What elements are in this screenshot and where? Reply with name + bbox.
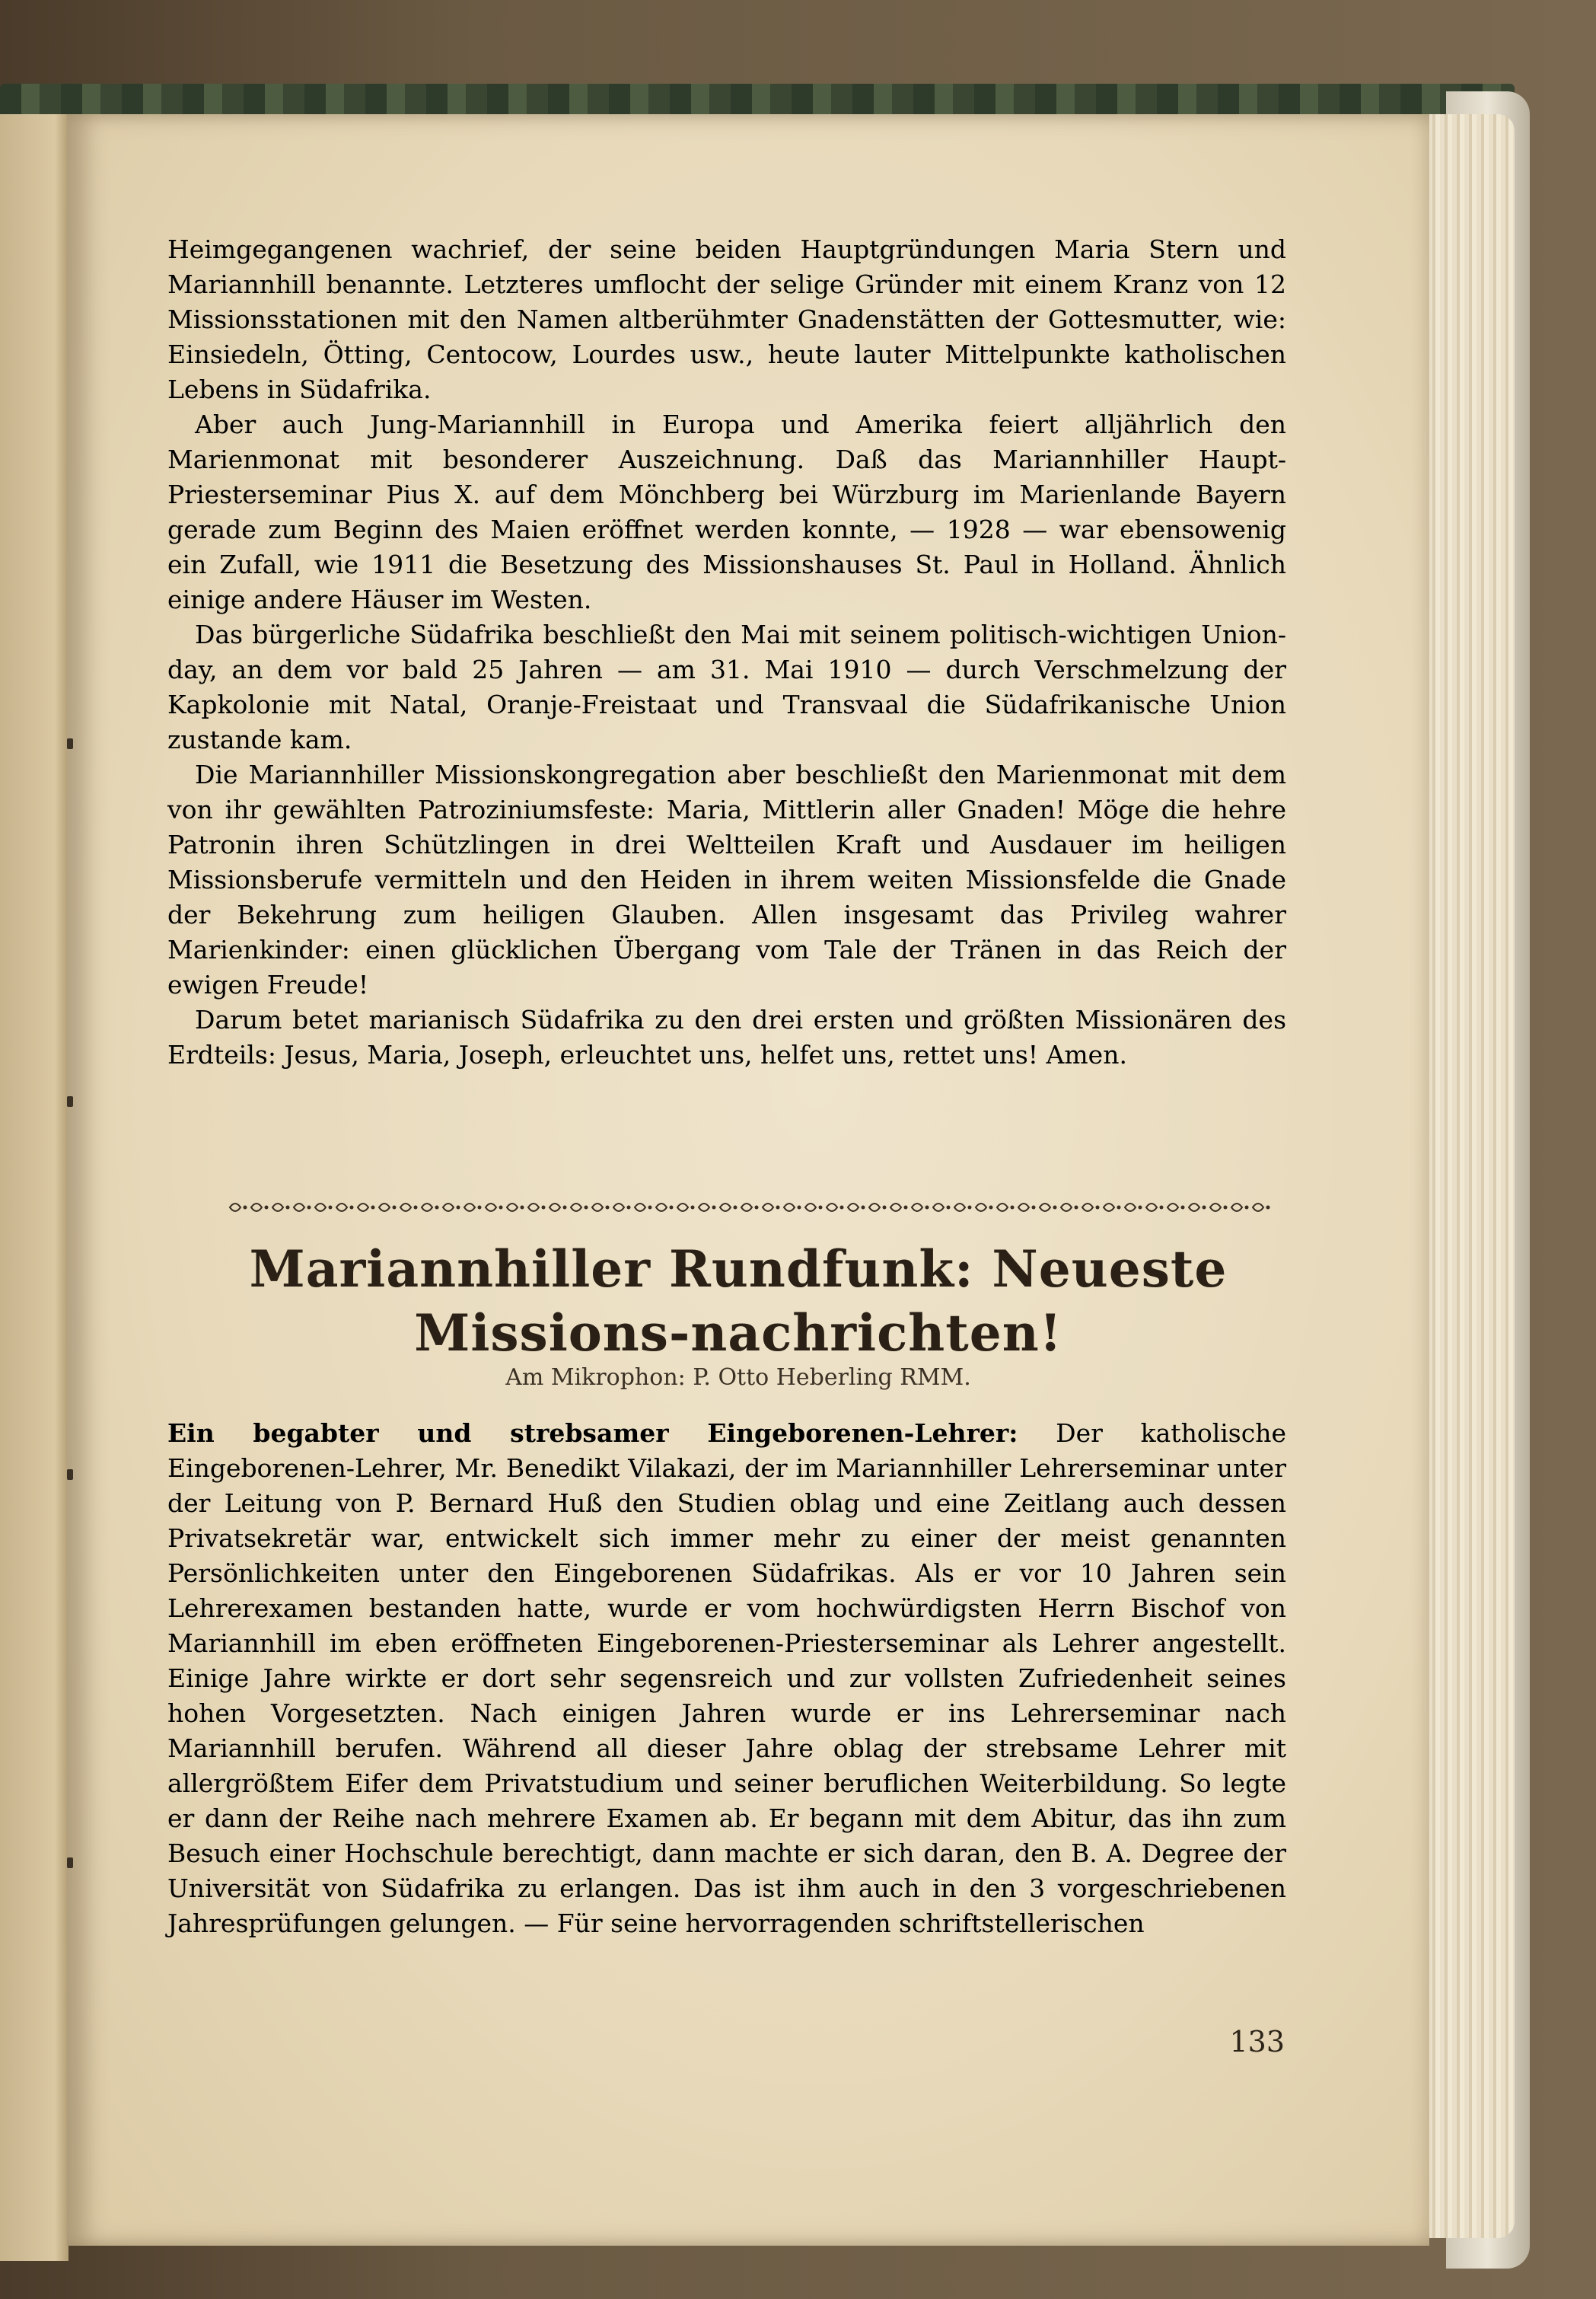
page-block-edges	[1416, 114, 1515, 2238]
paragraph: Aber auch Jung-Mariannhill in Europa und Amerika feiert alljährlich den Marienmonat mit besonderer Auszeichnung. Daß das Mariannhiller Haupt-Priesterseminar Pius X. auf dem Mönchberg bei Würzburg im Marienlande Bayern gerade zum Beginn des Maien eröffnet werden konnte, — 1928 — war ebensowenig ein Zufall, wie 1911 die Besetzung des Missionshauses St. Paul in Holland. Ähnlich einige andere Häuser im Westen.	[167, 410, 1286, 614]
article-headline: Mariannhiller Rundfunk: Neueste Missions-nachrichten!	[249, 1239, 1228, 1363]
paragraph: Das bürgerliche Südafrika beschließt den Mai mit seinem politisch-wichtigen Union-day, an dem vor bald 25 Jahren — am 31. Mai 1910 — durch Verschmelzung der Kapkolonie mit Natal, Oranje-Freistaat und Transvaal die Südafrikanische Union zustande kam.	[167, 620, 1286, 754]
ornament-chain-icon	[228, 1197, 1271, 1217]
article-text	[167, 1416, 1286, 1941]
binding-thread-mark	[67, 1857, 73, 1868]
paragraph: Die Mariannhiller Missionskongregation aber beschließt den Marienmonat mit dem von ihr gewählten Patroziniumsfeste: Maria, Mittlerin aller Gnaden! Möge die hehre Patronin ihren Schützlingen in drei Weltteilen Kraft und Ausdauer im heiligen Missionsberufe vermitteln und den Heiden in ihrem weiten Missionsfelde die Gnade der Bekehrung zum heiligen Glauben. Allen insgesamt das Privileg wahrer Marienkinder: einen glücklichen Übergang vom Tale der Tränen in das Reich der ewigen Freude!	[167, 760, 1286, 1000]
page-number: 133	[1229, 2025, 1285, 2058]
byline: Am Mikrophon: P. Otto Heberling RMM.	[505, 1364, 971, 1391]
binding-thread-mark	[67, 1469, 73, 1480]
binding-thread-mark	[67, 738, 73, 749]
article-paragraph	[167, 1416, 1286, 1941]
facing-page-edge	[0, 114, 68, 2261]
article-lead: Ein begabter und strebsamer Eingeborenen-Lehrer:	[167, 1418, 1018, 1448]
body-text	[167, 232, 1286, 1073]
decorative-divider	[228, 1197, 1271, 1217]
binding-thread-mark	[67, 1096, 73, 1107]
paragraph: Heimgegangenen wachrief, der seine beiden Hauptgründungen Maria Stern und Mariannhill benannte. Letzteres umflocht der selige Gründer mit einem Kranz von 12 Missionsstationen mit den Namen altberühmter Gnadenstätten der Gottesmutter, wie: Einsiedeln, Ötting, Centocow, Lourdes usw., heute lauter Mittelpunkte katholischen Lebens in Südafrika.	[167, 234, 1286, 404]
paragraph: Darum betet marianisch Südafrika zu den drei ersten und größten Missionären des Erdteils: Jesus, Maria, Joseph, erleuchtet uns, helfet uns, rettet uns! Amen.	[167, 1005, 1286, 1070]
article-body: Der katholische Eingeborenen-Lehrer, Mr. Benedikt Vilakazi, der im Mariannhiller Lehrerseminar unter der Leitung von P. Bernard Huß den Studien oblag und eine Zeitlang auch dessen Privatsekretär war, entwickelt sich immer mehr zu einer der meist genannten Persönlichkeiten unter den Eingeborenen Südafrikas. Als er vor 10 Jahren sein Lehrerexamen bestanden hatte, wurde er vom hochwürdigsten Herrn Bischof von Mariannhill im eben eröffneten Eingeborenen-Priesterseminar als Lehrer angestellt. Einige Jahre wirkte er dort sehr segensreich und zur vollsten Zufriedenheit seines hohen Vorgesetzten. Nach einigen Jahren wurde er ins Lehrerseminar nach Mariannhill berufen. Während all dieser Jahre oblag der strebsame Lehrer mit allergrößtem Eifer dem Privatstudium und seiner beruflichen Weiterbildung. So legte er dann der Reihe nach mehrere Examen ab. Er begann mit dem Abitur, das ihn zum Besuch einer Hochschule berechtigt, dann machte er sich daran, den B. A. Degree der Universität von Südafrika zu erlangen. Das ist ihm auch in den 3 vorgeschriebenen Jahresprüfungen gelungen. — Für seine hervorragenden schriftstellerischen	[167, 1418, 1286, 1938]
